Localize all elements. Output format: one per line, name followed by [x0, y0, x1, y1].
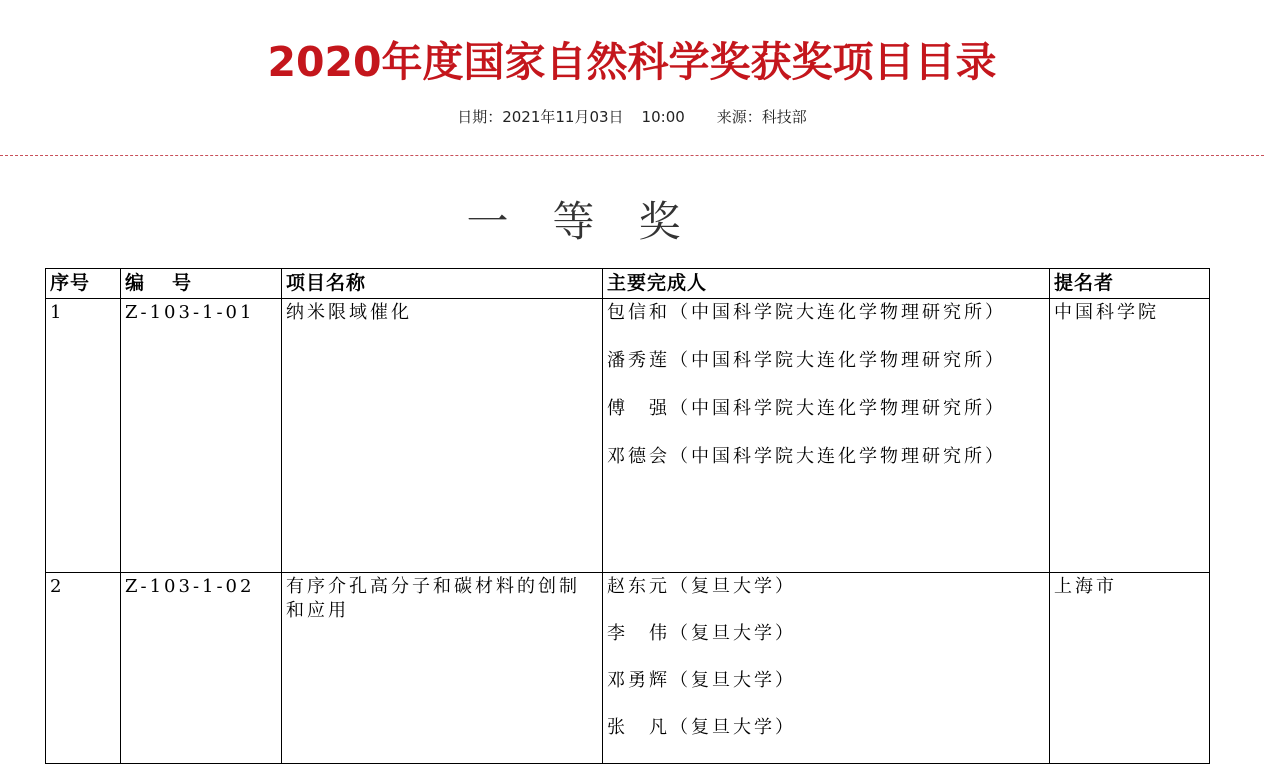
section-title: 一等奖: [466, 197, 725, 246]
cell-project-name: 纳米限域催化: [282, 299, 603, 573]
publish-time: 10:00: [641, 108, 685, 126]
header-main-contributors: 主要完成人: [603, 269, 1050, 299]
contributor: 潘秀莲（中国科学院大连化学物理研究所）: [607, 350, 1006, 371]
page-title: 2020年度国家自然科学奖获奖项目目录: [267, 38, 997, 86]
source: 来源：科技部: [716, 108, 807, 126]
cell-code: Z-103-1-02: [121, 573, 282, 764]
article-meta: [0, 105, 1264, 129]
contributor: 邓德会（中国科学院大连化学物理研究所）: [607, 446, 1006, 467]
table-row: [46, 573, 1210, 764]
cell-contributors: [603, 573, 1050, 764]
table-header-row: [46, 269, 1210, 299]
header-project-name: 项目名称: [282, 269, 603, 299]
title-divider: [0, 155, 1264, 156]
table-row: [46, 299, 1210, 573]
header-no: 序号: [46, 269, 121, 299]
contributor: 李 伟（复旦大学）: [607, 623, 796, 644]
cell-project-name: 有序介孔高分子和碳材料的创制和应用: [282, 573, 603, 764]
header-nominator: 提名者: [1050, 269, 1210, 299]
contributor: 张 凡（复旦大学）: [607, 717, 796, 738]
contributor: 傅 强（中国科学院大连化学物理研究所）: [607, 398, 1006, 419]
cell-nominator: 上海市: [1050, 573, 1210, 764]
publish-date: 日期：2021年11月03日: [457, 108, 624, 126]
cell-no: 1: [46, 299, 121, 573]
awards-table: [45, 268, 1210, 764]
cell-contributors: [603, 299, 1050, 573]
contributor: 赵东元（复旦大学）: [607, 576, 796, 597]
contributor: 包信和（中国科学院大连化学物理研究所）: [607, 302, 1006, 323]
cell-code: Z-103-1-01: [121, 299, 282, 573]
cell-nominator: 中国科学院: [1050, 299, 1210, 573]
cell-no: 2: [46, 573, 121, 764]
contributor: 邓勇辉（复旦大学）: [607, 670, 796, 691]
header-code: 编号: [121, 269, 282, 299]
